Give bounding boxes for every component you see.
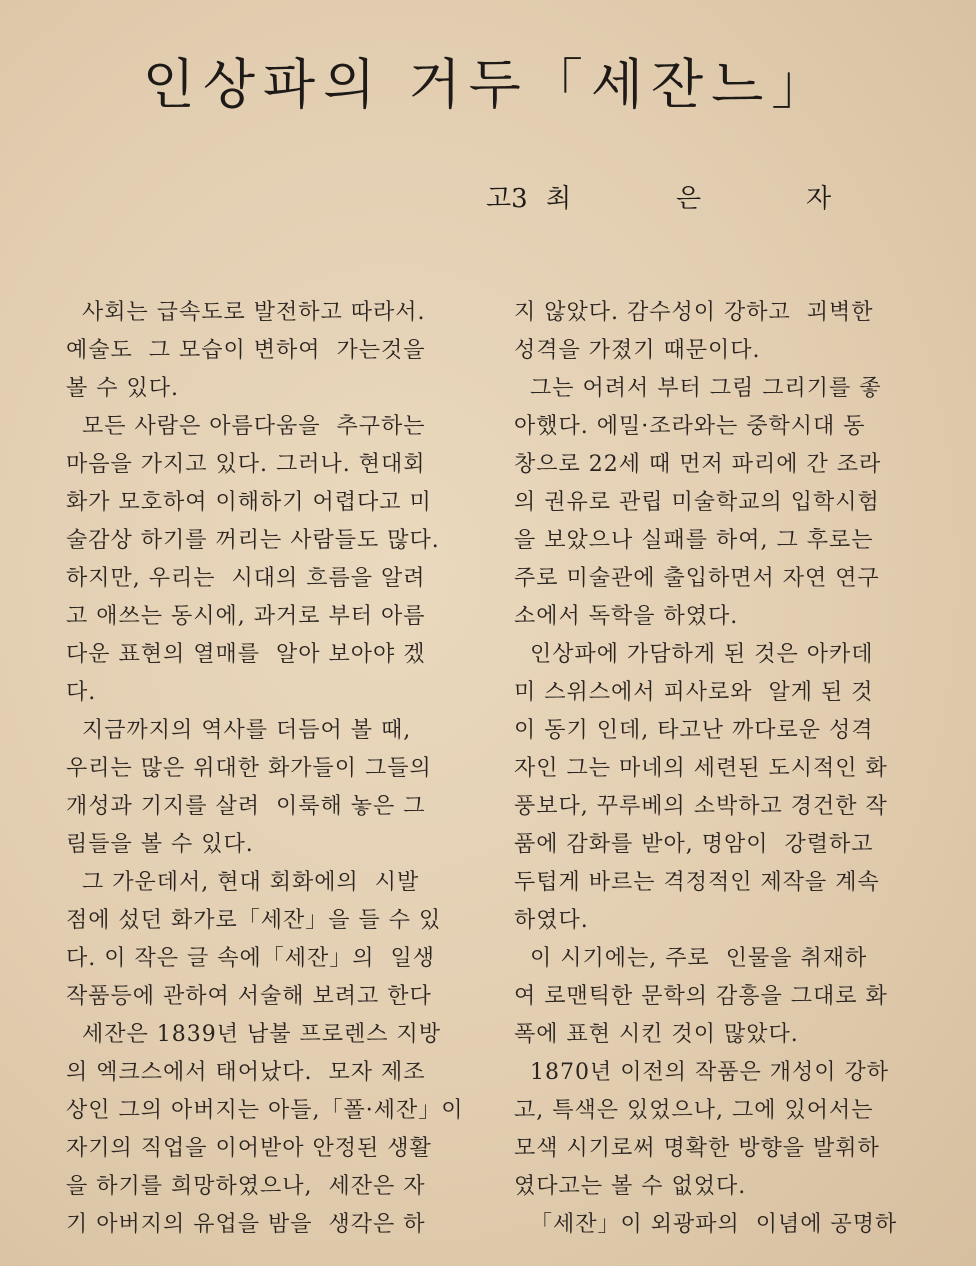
text-line: 상인 그의 아버지는 아들,「폴·세잔」이: [66, 1098, 464, 1123]
text-line: 1870년 이전의 작품은 개성이 강하: [514, 1060, 889, 1085]
text-line: 주로 미술관에 출입하면서 자연 연구: [514, 566, 880, 591]
text-line: 마음을 가지고 있다. 그러나. 현대회: [66, 452, 426, 477]
text-line: 인상파에 가담하게 된 것은 아카데: [514, 642, 874, 667]
author-byline: [486, 178, 831, 215]
text-line: 점에 섰던 화가로「세잔」을 들 수 있: [66, 908, 442, 933]
article-title: 인상파의 거두「세잔느」: [142, 53, 834, 116]
text-line: 다. 이 작은 글 속에「세잔」의 일생: [66, 946, 435, 971]
text-line: 아했다. 에밀·조라와는 중학시대 동: [514, 414, 866, 439]
text-line: 기 아버지의 유업을 밤을 생각은 하: [66, 1212, 426, 1237]
text-line: 자기의 직업을 이어받아 안정된 생활: [66, 1136, 432, 1161]
text-line: 예술도 그 모습이 변하여 가는것을: [66, 338, 426, 363]
text-line: 이 동기 인데, 타고난 까다로운 성격: [514, 718, 874, 743]
text-line: 모든 사람은 아름다움을 추구하는: [66, 414, 426, 439]
text-line: 고, 특색은 있었으나, 그에 있어서는: [514, 1098, 874, 1123]
text-line: 여 로맨틱한 문학의 감흥을 그대로 화: [514, 984, 888, 1009]
left-text-column: [66, 294, 464, 1244]
text-line: 풍보다, 꾸루베의 소박하고 경건한 작: [514, 794, 888, 819]
text-line: 술감상 하기를 꺼리는 사람들도 많다.: [66, 528, 440, 553]
text-line: 그는 어려서 부터 그림 그리기를 좋: [514, 376, 882, 401]
text-line: 세잔은 1839년 남불 프로렌스 지방: [66, 1022, 441, 1047]
text-line: 모색 시기로써 명확한 방향을 발휘하: [514, 1136, 880, 1161]
author-name-char-3: 자: [806, 184, 832, 214]
text-line: 였다고는 볼 수 없었다.: [514, 1174, 747, 1199]
text-line: 두텁게 바르는 격정적인 제작을 계속: [514, 870, 880, 895]
text-line: 림들을 볼 수 있다.: [66, 832, 254, 857]
text-line: 화가 모호하여 이해하기 어렵다고 미: [66, 490, 432, 515]
text-line: 폭에 표현 시킨 것이 많았다.: [514, 1022, 799, 1047]
text-line: 개성과 기지를 살려 이룩해 놓은 그: [66, 794, 426, 819]
right-text-column: [514, 294, 897, 1244]
author-name-char-2: 은: [676, 184, 702, 214]
text-line: 이 시기에는, 주로 인물을 취재하: [514, 946, 868, 971]
text-line: 의 권유로 관립 미술학교의 입학시험: [514, 490, 880, 515]
text-line: 자인 그는 마네의 세련된 도시적인 화: [514, 756, 888, 781]
text-line: 성격을 가졌기 때문이다.: [514, 338, 761, 363]
text-line: 을 하기를 희망하였으나, 세잔은 자: [66, 1174, 426, 1199]
text-line: 작품등에 관하여 서술해 보려고 한다: [66, 984, 432, 1009]
text-line: 그 가운데서, 현대 회화에의 시발: [66, 870, 420, 895]
text-line: 「세잔」이 외광파의 이념에 공명하: [514, 1212, 898, 1237]
text-line: 지금까지의 역사를 더듬어 볼 때,: [66, 718, 412, 743]
text-line: 품에 감화를 받아, 명암이 강렬하고: [514, 832, 874, 857]
text-line: 하였다.: [514, 908, 589, 933]
text-line: 고 애쓰는 동시에, 과거로 부터 아름: [66, 604, 426, 629]
text-line: 지 않았다. 감수성이 강하고 괴벽한: [514, 300, 874, 325]
text-line: 우리는 많은 위대한 화가들이 그들의: [66, 756, 432, 781]
text-line: 다.: [66, 680, 97, 705]
text-line: 다운 표현의 열매를 알아 보아야 겠: [66, 642, 426, 667]
author-name-char-1: 최: [546, 184, 572, 214]
text-line: 창으로 22세 때 먼저 파리에 간 조라: [514, 452, 882, 477]
text-line: 볼 수 있다.: [66, 376, 179, 401]
text-line: 미 스위스에서 피사로와 알게 된 것: [514, 680, 874, 705]
text-line: 의 엑크스에서 태어났다. 모자 제조: [66, 1060, 426, 1085]
author-grade: 고3: [486, 184, 528, 214]
text-line: 사회는 급속도로 발전하고 따라서.: [66, 300, 426, 325]
text-line: 을 보았으나 실패를 하여, 그 후로는: [514, 528, 874, 553]
text-line: 소에서 독학을 하였다.: [514, 604, 739, 629]
text-line: 하지만, 우리는 시대의 흐름을 알려: [66, 566, 426, 591]
